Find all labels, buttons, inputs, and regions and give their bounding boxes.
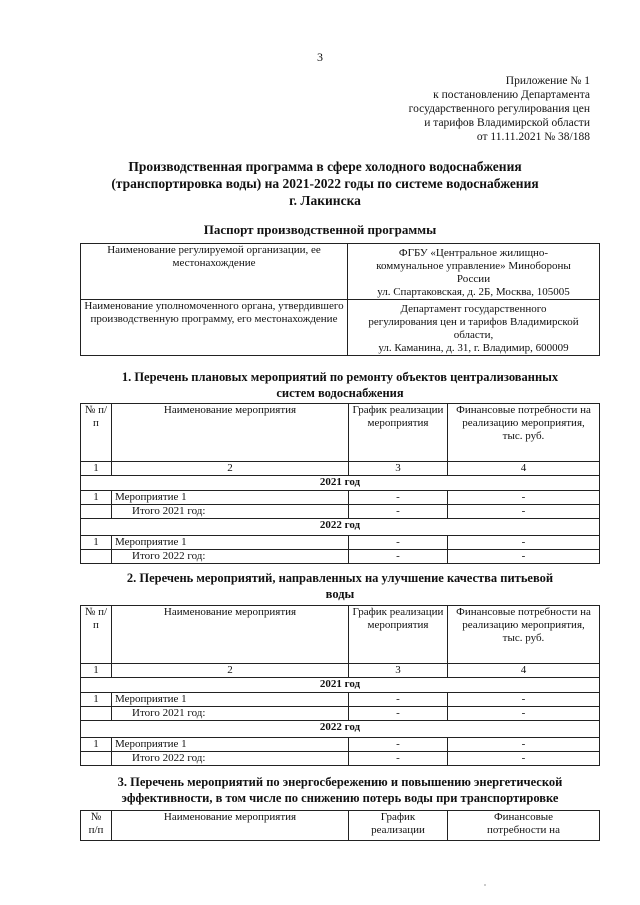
section-2-heading (80, 570, 600, 602)
col-number: 3 (349, 664, 448, 678)
header-num: № п/п (81, 404, 112, 462)
appendix-line: государственного регулирования цен (408, 103, 590, 115)
col-number: 1 (81, 462, 112, 476)
title-line: г. Лакинска (289, 193, 361, 208)
event-finance: - (448, 693, 600, 707)
section-number: 3. (117, 775, 128, 789)
event-finance: - (448, 738, 600, 752)
header-num: № п/п (81, 606, 112, 664)
total-schedule: - (349, 752, 448, 766)
value-line: области, (453, 329, 494, 341)
total-finance: - (448, 707, 600, 721)
col-number: 4 (448, 462, 600, 476)
table-row (81, 693, 600, 707)
year-row (81, 721, 600, 738)
section-title-line: систем водоснабжения (276, 386, 404, 400)
table-header-row (81, 404, 600, 462)
total-schedule: - (349, 707, 448, 721)
passport-label: Наименование регулируемой организации, ее местонахождение (81, 244, 348, 300)
total-row (81, 550, 600, 564)
column-number-row (81, 664, 600, 678)
section-3-heading (70, 774, 610, 806)
document-title (90, 158, 560, 209)
col-number: 2 (112, 664, 349, 678)
table-row (81, 300, 600, 356)
section-title-line: воды (325, 587, 355, 601)
appendix-block (390, 74, 590, 144)
event-name: Мероприятие 1 (112, 536, 349, 550)
year-label: 2022 год (81, 721, 600, 738)
event-name: Мероприятие 1 (112, 693, 349, 707)
value-line: России (456, 273, 491, 285)
title-line: Производственная программа в сфере холодного водоснабжения (128, 159, 522, 174)
passport-table (80, 243, 600, 356)
total-finance: - (448, 752, 600, 766)
event-num: 1 (81, 693, 112, 707)
col-number: 1 (81, 664, 112, 678)
event-num: 1 (81, 491, 112, 505)
table-header-row (81, 811, 600, 841)
section-title-line: Перечень плановых мероприятий по ремонту объектов централизованных (134, 370, 559, 384)
event-schedule: - (349, 738, 448, 752)
value-line: ул. Спартаковская, д. 2Б, Москва, 105005 (377, 286, 570, 298)
event-schedule: - (349, 491, 448, 505)
year-row (81, 519, 600, 536)
year-label: 2021 год (81, 678, 600, 693)
total-schedule: - (349, 550, 448, 564)
header-finance: Финансовые потребности на (448, 811, 600, 841)
appendix-line: Приложение № 1 (505, 75, 590, 87)
scan-speck (484, 884, 486, 886)
passport-heading: Паспорт производственной программы (203, 222, 437, 237)
header-finance: Финансовые потребности на реализацию мероприятия, тыс. руб. (448, 606, 600, 664)
value-line: регулирования цен и тарифов Владимирской (368, 316, 579, 328)
passport-value (348, 244, 600, 300)
header-name: Наименование мероприятия (112, 606, 349, 664)
header-schedule: График реализации мероприятия (349, 404, 448, 462)
event-finance: - (448, 491, 600, 505)
column-number-row (81, 462, 600, 476)
section-number: 2. (126, 571, 137, 585)
year-row (81, 678, 600, 693)
table-row (81, 738, 600, 752)
header-schedule: График реализации мероприятия (349, 606, 448, 664)
event-schedule: - (349, 693, 448, 707)
value-line: ул. Каманина, д. 31, г. Владимир, 600009 (378, 342, 569, 354)
col-number: 4 (448, 664, 600, 678)
page-number: 3 (317, 50, 323, 64)
event-num: 1 (81, 536, 112, 550)
total-label: Итого 2022 год: (112, 550, 349, 564)
col-number: 2 (112, 462, 349, 476)
passport-value (348, 300, 600, 356)
event-name: Мероприятие 1 (112, 491, 349, 505)
total-row (81, 752, 600, 766)
value-line: Департамент государственного (400, 303, 547, 315)
section-1-heading (80, 369, 600, 401)
section-title-line: Перечень мероприятий, направленных на улучшение качества питьевой (139, 571, 554, 585)
table-row (81, 244, 600, 300)
col-number: 3 (349, 462, 448, 476)
year-row (81, 476, 600, 491)
event-num: 1 (81, 738, 112, 752)
header-num: № п/п (81, 811, 112, 841)
title-line: (транспортировка воды) на 2021-2022 годы по системе водоснабжения (111, 176, 539, 191)
total-label: Итого 2021 год: (112, 707, 349, 721)
total-label: Итого 2021 год: (112, 505, 349, 519)
passport-label: Наименование уполномоченного органа, утвердившего производственную программу, его местонахождение (81, 300, 348, 356)
appendix-line: от 11.11.2021 № 38/188 (476, 131, 590, 143)
section-1-table (80, 403, 600, 564)
year-label: 2021 год (81, 476, 600, 491)
appendix-line: и тарифов Владимирской области (424, 117, 590, 129)
header-name: Наименование мероприятия (112, 811, 349, 841)
section-number: 1. (121, 370, 132, 384)
value-line: ФГБУ «Центральное жилищно- (398, 247, 549, 259)
table-row (81, 536, 600, 550)
total-schedule: - (349, 505, 448, 519)
header-name: Наименование мероприятия (112, 404, 349, 462)
total-row (81, 707, 600, 721)
total-finance: - (448, 550, 600, 564)
section-title-line: эффективности, в том числе по снижению потерь воды при транспортировке (121, 791, 559, 805)
appendix-line: к постановлению Департамента (433, 89, 590, 101)
value-line: коммунальное управление» Минобороны (376, 260, 571, 272)
total-label: Итого 2022 год: (112, 752, 349, 766)
total-finance: - (448, 505, 600, 519)
header-finance: Финансовые потребности на реализацию мероприятия, тыс. руб. (448, 404, 600, 462)
section-title-line: Перечень мероприятий по энергосбережению и повышению энергетической (130, 775, 563, 789)
event-finance: - (448, 536, 600, 550)
section-3-table (80, 810, 600, 841)
event-name: Мероприятие 1 (112, 738, 349, 752)
table-row (81, 491, 600, 505)
table-header-row (81, 606, 600, 664)
section-2-table (80, 605, 600, 766)
header-schedule: График реализации (349, 811, 448, 841)
year-label: 2022 год (81, 519, 600, 536)
total-row (81, 505, 600, 519)
event-schedule: - (349, 536, 448, 550)
